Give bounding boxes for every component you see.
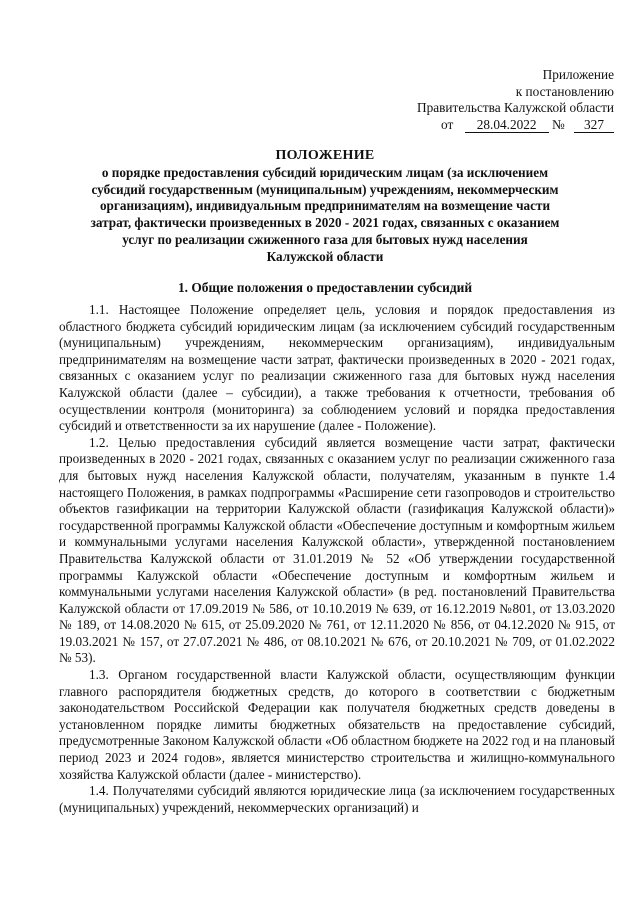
- paragraph-1-3: 1.3. Органом государственной власти Калужской области, осуществляющим функции главного распорядителя бюджетных средств, до которого в соответствии с бюджетным законодательством Российской Федерации как получателя бюджетных средств доведены в установленном порядке лимиты бюджетных обязательств на предоставление субсидий, предусмотренные Законом Калужской области «Об областном бюджете на 2022 год и на плановый период 2023 и 2024 годов», является министерство строительства и жилищно-коммунального хозяйства Калужской области (далее - министерство).: [59, 667, 615, 782]
- title-line-5: услуг по реализации сжиженного газа для бытовых нужд населения: [122, 231, 528, 247]
- title-line-3: организациям), индивидуальным предпринимателям на возмещение части: [99, 198, 551, 214]
- appendix-date-number-line: [441, 117, 614, 134]
- section-1-heading: 1. Общие положения о предоставлении субсидий: [177, 280, 473, 295]
- title-line-1: о порядке предоставления субсидий юридическим лицам (за исключением: [101, 164, 549, 180]
- title-line-2: субсидий государственным (муниципальным) учреждениям, некоммерческим: [91, 181, 559, 197]
- resolution-date: 28.04.2022: [465, 118, 549, 133]
- title-line-6: Калужской области: [266, 248, 384, 264]
- appendix-line-1: Приложение: [542, 67, 614, 82]
- paragraph-1-1: 1.1. Настоящее Положение определяет цель, условия и порядок предоставления из областного бюджета субсидий юридическим лицам (за исключением субсидий государственным (муниципальным) учреждениям, некоммерческим организациям), индивидуальным предпринимателям на возмещение части затрат, фактически произведенных в 2020 - 2021 годах, связанных с оказанием услуг по реализации сжиженного газа для бытовых нужд населения Калужской области (далее – субсидии), а также требования к отчетности, требования об осуществлении контроля (мониторинга) за соблюдением условий и порядка предоставления субсидий и ответственности за их нарушение (далее - Положение).: [59, 302, 615, 434]
- appendix-block: [417, 67, 614, 133]
- document-title: [90, 148, 560, 266]
- title-line-4: затрат, фактически произведенных в 2020 - 2021 годах, связанных с оказанием: [90, 215, 560, 231]
- from-label: от: [441, 116, 454, 132]
- paragraph-1-2: 1.2. Целью предоставления субсидий является возмещение части затрат, фактически произведенных в 2020 - 2021 годах, связанных с оказанием услуг по реализации сжиженного газа для бытовых нужд населения Калужской области, получателям, указанным в пункте 1.4 настоящего Положения, в рамках подпрограммы «Расширение сети газопроводов и строительство объектов газификации на территории Калужской области (газификация Калужской области)» государственной программы Калужской области «Обеспечение доступным и комфортным жильем и коммунальными услугами населения Калужской области», утвержденной постановлением Правительства Калужской области от 31.01.2019 № 52 «Об утверждении государственной программы Калужской области «Обеспечение доступным и комфортным жильем и коммунальными услугами населения Калужской области» (в ред. постановлений Правительства Калужской области от 17.09.2019 № 586, от 10.10.2019 № 639, от 16.12.2019 №801, от 13.03.2020 № 189, от 14.08.2020 № 615, от 25.09.2020 № 761, от 12.11.2020 № 856, от 04.12.2020 № 915, от 19.03.2021 № 157, от 27.07.2021 № 486, от 08.10.2021 № 676, от 20.10.2021 № 709, от 01.02.2022 № 53).: [59, 434, 615, 666]
- appendix-line-3: Правительства Калужской области: [417, 100, 614, 115]
- title-heading: ПОЛОЖЕНИЕ: [275, 148, 375, 163]
- resolution-number: 327: [574, 118, 614, 133]
- number-label: №: [551, 116, 565, 132]
- section-1-body: [59, 302, 615, 816]
- appendix-line-2: к постановлению: [515, 83, 614, 99]
- paragraph-1-4: 1.4. Получателями субсидий являются юридические лица (за исключением государственных (муниципальных) учреждений, некоммерческих организаций) и: [59, 783, 615, 815]
